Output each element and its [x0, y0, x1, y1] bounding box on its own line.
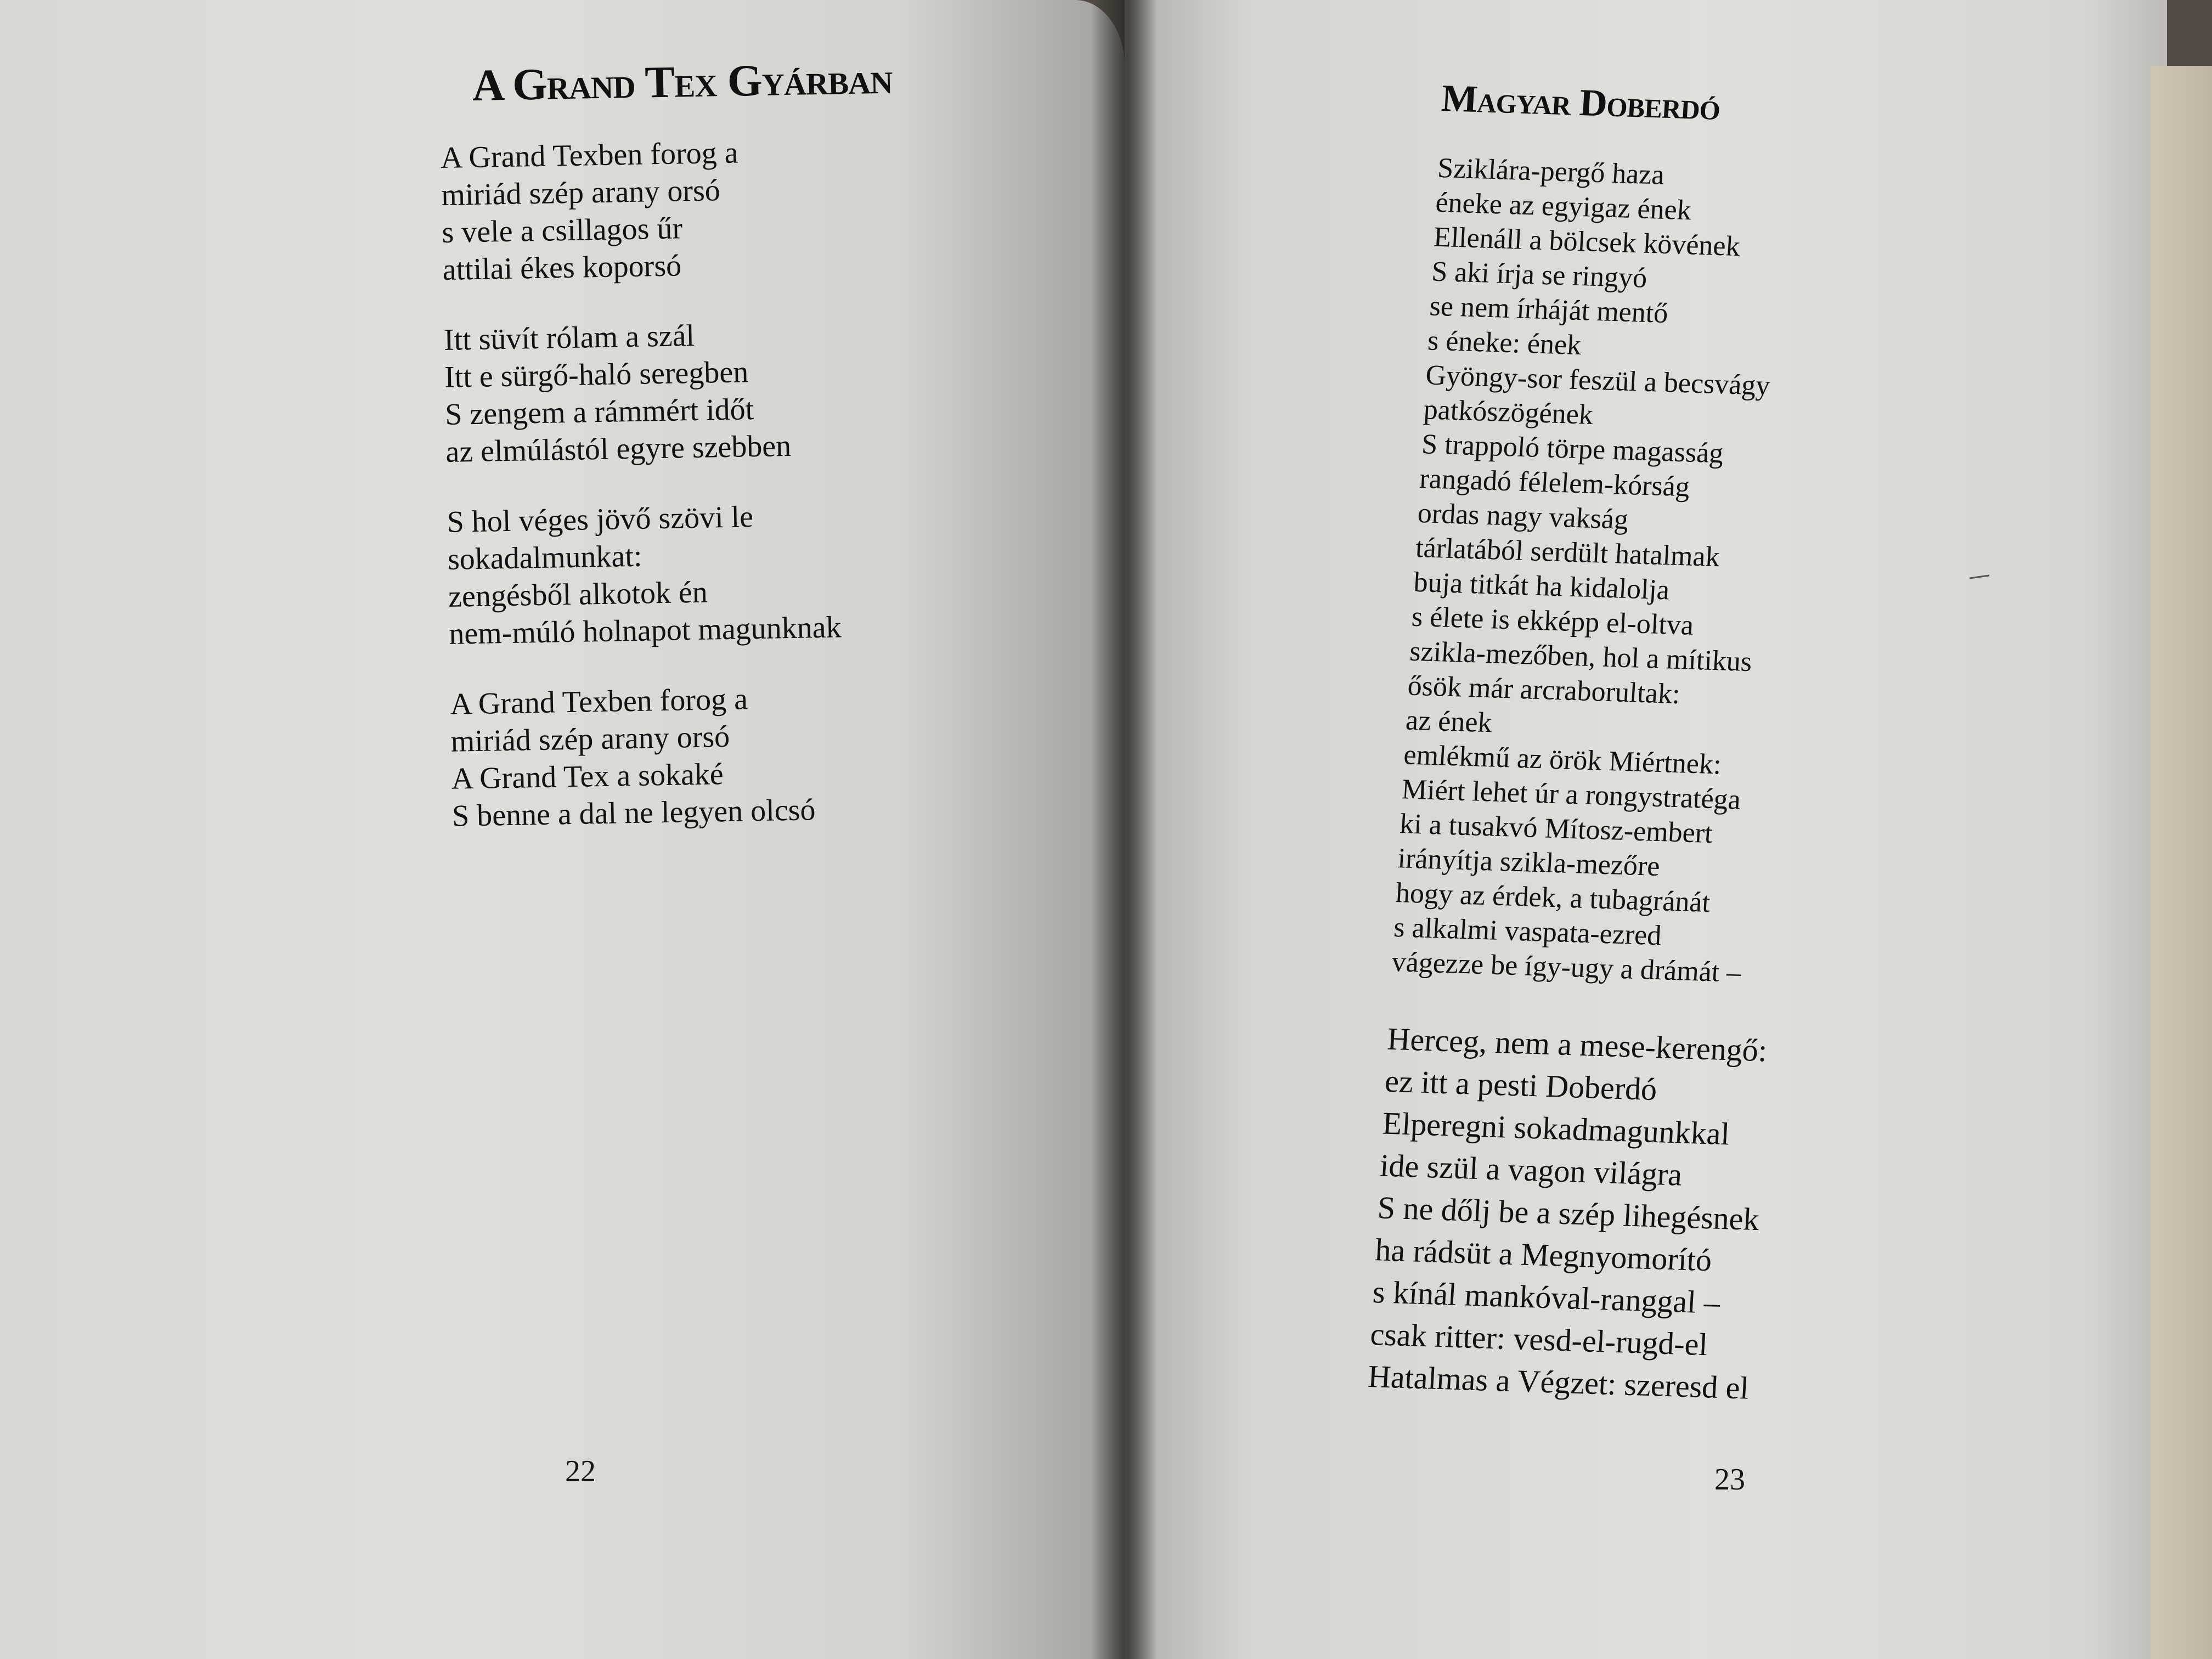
right-stanza-1	[1391, 151, 1820, 991]
left-stanza-4	[450, 678, 905, 834]
left-stanza-2	[443, 314, 899, 471]
poem-line: s alkalmi vaspata-ezred	[1392, 911, 1662, 952]
left-stanza-1	[441, 132, 896, 289]
poem-line: irányítja szikla-mezőre	[1397, 843, 1661, 883]
poem-line: nem-múló holnapot magunknak	[448, 610, 842, 651]
poem-line: attilai ékes koporsó	[442, 249, 682, 287]
poem-line: s élete is ekképp el-oltva	[1410, 601, 1695, 641]
poem-line: S hol véges jövő szövi le	[447, 500, 754, 539]
poem-line: vágezze be így-ugy a drámát –	[1391, 946, 1742, 989]
poem-line: az ének	[1404, 704, 1493, 739]
poem-line: S aki írja se ringyó	[1430, 256, 1648, 294]
poem-line: S benne a dal ne legyen olcsó	[452, 793, 816, 833]
book-spine	[1092, 0, 1158, 1659]
poem-line: ősök már arcraborultak:	[1407, 670, 1681, 710]
poem-line: ide szül a vagon világra	[1379, 1147, 1684, 1193]
poem-line: miriád szép arany orsó	[441, 173, 721, 212]
poem-line: buja titkát ha kidalolja	[1413, 566, 1671, 606]
poem-line: Sziklára-pergő haza	[1436, 152, 1666, 191]
poem-line: Itt süvít rólam a szál	[443, 318, 695, 357]
poem-line: A Grand Texben forog a	[440, 136, 739, 175]
poem-line: s kínál mankóval-ranggal –	[1372, 1274, 1721, 1321]
poem-line: ki a tusakvó Mítosz-embert	[1398, 808, 1714, 850]
poem-line: A Grand Tex a sokaké	[451, 757, 724, 796]
poem-line: emlékmű az örök Miértnek:	[1403, 739, 1723, 781]
poem-line: szikla-mezőben, hol a mítikus	[1408, 635, 1753, 678]
poem-line: ez itt a pesti Doberdó	[1384, 1063, 1658, 1108]
book-cover-edge	[2151, 66, 2212, 1659]
poem-line: ha rádsüt a Megnyomorító	[1374, 1232, 1713, 1278]
poem-line: csak ritter: vesd-el-rugd-el	[1369, 1316, 1709, 1363]
poem-line: sokadalmunkat:	[447, 539, 642, 577]
left-poem	[439, 53, 906, 868]
right-stanza-2	[1367, 1018, 1770, 1409]
poem-line: S ne dőlj be a szép lihegésnek	[1376, 1189, 1760, 1238]
right-page-number: 23	[1714, 1463, 1745, 1497]
right-poem	[1364, 77, 1824, 1448]
poem-line: zengésből alkotok én	[448, 575, 708, 614]
poem-line: Miért lehet úr a rongystratéga	[1401, 774, 1742, 816]
poem-line: Elperegni sokadmagunkkal	[1381, 1105, 1731, 1152]
poem-line: patkószögének	[1423, 394, 1594, 431]
left-stanza-3	[447, 495, 902, 652]
poem-line: hogy az érdek, a tubagránát	[1395, 877, 1711, 919]
poem-line: s éneke: ének	[1426, 325, 1582, 362]
poem-line: Ellenáll a bölcsek kövének	[1432, 221, 1741, 263]
poem-line: s vele a csillagos űr	[441, 211, 683, 250]
poem-line: az elmúlástól egyre szebben	[445, 428, 792, 469]
left-page-number: 22	[565, 1454, 596, 1488]
poem-line: rangadó félelem-kórság	[1419, 463, 1691, 503]
poem-line: Hatalmas a Végzet: szeresd el	[1367, 1358, 1750, 1406]
poem-line: A Grand Texben forog a	[449, 682, 748, 721]
poem-line: miriád szép arany orsó	[450, 719, 730, 759]
poem-line: Herceg, nem a mese-kerengő:	[1386, 1020, 1768, 1069]
left-poem-title: A Grand Tex Gyárban	[472, 53, 893, 110]
poem-line: S zengem a rámmért időt	[444, 392, 754, 432]
poem-line: Gyöngy-sor feszül a becsvágy	[1425, 359, 1771, 402]
poem-line: Itt e sürgő-haló seregben	[444, 355, 749, 394]
poem-line: se nem írháját mentő	[1429, 290, 1669, 330]
poem-line: S trappoló törpe magasság	[1420, 428, 1724, 470]
right-poem-title: Magyar Doberdó	[1440, 77, 1722, 128]
poem-line: tárlatából serdült hatalmak	[1414, 532, 1721, 573]
poem-line: ordas nagy vakság	[1417, 497, 1629, 535]
poem-line: éneke az egyigaz ének	[1435, 187, 1692, 227]
